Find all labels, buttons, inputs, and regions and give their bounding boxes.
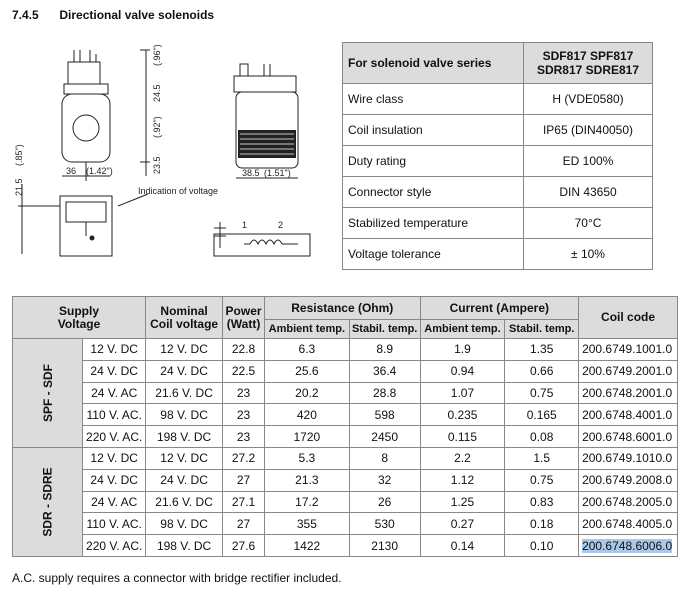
cell-supply: 24 V. AC [83,382,146,404]
cell-i-stab: 0.18 [505,513,579,535]
cell-i-stab: 0.75 [505,382,579,404]
cell-power: 27.2 [223,447,265,469]
dim-top-height: 24.5 [152,84,162,102]
cell-i-amb: 0.235 [420,404,505,426]
cell-code [579,535,678,557]
cell-i-stab: 1.35 [505,339,579,361]
cell-r-stab: 32 [349,469,420,491]
table-row [13,469,678,491]
spec-header-row [343,43,653,84]
header-coil-code: Coil code [579,297,678,339]
spec-table [342,42,653,270]
cell-nominal: 98 V. DC [146,513,223,535]
cell-nominal: 12 V. DC [146,447,223,469]
cell-r-amb: 1422 [264,535,349,557]
cell-i-stab: 1.5 [505,447,579,469]
spec-row [343,208,653,239]
pin-1-label: 1 [242,220,248,230]
cell-i-stab: 0.08 [505,426,579,448]
cell-i-amb: 0.14 [420,535,505,557]
group-label [13,447,83,556]
dim-width-in: (1.42") [86,166,113,176]
cell-i-stab: 0.165 [505,404,579,426]
spec-value: 70°C [524,208,653,239]
cell-code: 200.6749.2008.0 [579,469,678,491]
cell-power: 23 [223,382,265,404]
spec-label: Coil insulation [343,115,524,146]
header-nominal [146,297,223,339]
cell-code: 200.6749.1010.0 [579,447,678,469]
cell-r-stab: 28.8 [349,382,420,404]
cell-nominal: 24 V. DC [146,360,223,382]
cell-r-stab: 530 [349,513,420,535]
spec-label: Duty rating [343,146,524,177]
dim-side-height: 21.5 [14,178,24,196]
cell-i-stab: 0.83 [505,491,579,513]
cell-r-amb: 420 [264,404,349,426]
group-label-text: SPF - SDF [40,363,55,422]
header-current: Current (Ampere) [420,297,579,320]
header-resistance: Resistance (Ohm) [264,297,420,320]
cell-i-amb: 0.27 [420,513,505,535]
dim-top-height-in: (.96") [152,44,162,66]
cell-nominal: 21.6 V. DC [146,382,223,404]
header-res-stabil: Stabil. temp. [349,320,420,339]
spec-series-line2: SDR817 SDRE817 [536,63,640,77]
spec-label: Stabilized temperature [343,208,524,239]
cell-power: 27 [223,513,265,535]
indication-label: Indication of voltage [138,186,219,196]
dim-bottom-height-in: (.92") [152,116,162,138]
spec-value: H (VDE0580) [524,84,653,115]
cell-code: 200.6748.6001.0 [579,426,678,448]
spec-series-line1: SDF817 SPF817 [542,49,634,63]
cell-power: 22.8 [223,339,265,361]
cell-supply: 110 V. AC. [83,404,146,426]
spec-label: Connector style [343,177,524,208]
cell-r-amb: 6.3 [264,339,349,361]
spec-row [343,239,653,270]
cell-supply: 12 V. DC [83,339,146,361]
dim-depth: 38.5 [242,168,260,178]
cell-r-amb: 5.3 [264,447,349,469]
group-label-text: SDR - SDRE [40,467,55,537]
spec-value: ± 10% [524,239,653,270]
cell-nominal: 198 V. DC [146,426,223,448]
cell-nominal: 12 V. DC [146,339,223,361]
cell-supply: 220 V. AC. [83,535,146,557]
dim-side-height-in: (.85") [14,144,24,166]
cell-power: 27.6 [223,535,265,557]
cell-r-stab: 598 [349,404,420,426]
cell-nominal: 198 V. DC [146,535,223,557]
spec-value: DIN 43650 [524,177,653,208]
cell-supply: 24 V. DC [83,469,146,491]
cell-r-stab: 26 [349,491,420,513]
cell-power: 23 [223,404,265,426]
cell-nominal: 21.6 V. DC [146,491,223,513]
cell-power: 22.5 [223,360,265,382]
header-cur-stabil: Stabil. temp. [505,320,579,339]
cell-supply: 110 V. AC. [83,513,146,535]
header-nominal-line2: Coil voltage [150,316,219,331]
dim-width: 36 [66,166,77,176]
cell-i-stab: 0.66 [505,360,579,382]
header-supply-line1: Supply [59,303,100,318]
spec-header-value [524,43,653,84]
cell-code: 200.6749.2001.0 [579,360,678,382]
cell-r-amb: 21.3 [264,469,349,491]
cell-i-amb: 0.115 [420,426,505,448]
spec-value: IP65 (DIN40050) [524,115,653,146]
cell-code: 200.6748.2001.0 [579,382,678,404]
header-supply [13,297,146,339]
cell-supply: 220 V. AC. [83,426,146,448]
cell-supply: 24 V. DC [83,360,146,382]
cell-power: 23 [223,426,265,448]
dim-bottom-height: 23.5 [152,156,162,174]
table-row [13,360,678,382]
table-row [13,513,678,535]
cell-i-stab: 0.10 [505,535,579,557]
cell-nominal: 24 V. DC [146,469,223,491]
cell-code: 200.6749.1001.0 [579,339,678,361]
spec-label: Wire class [343,84,524,115]
table-row [13,426,678,448]
cell-i-amb: 2.2 [420,447,505,469]
cell-i-stab: 0.75 [505,469,579,491]
header-res-ambient: Ambient temp. [264,320,349,339]
spec-value: ED 100% [524,146,653,177]
cell-r-stab: 36.4 [349,360,420,382]
table-row [13,382,678,404]
cell-r-stab: 2130 [349,535,420,557]
cell-power: 27.1 [223,491,265,513]
table-row [13,447,678,469]
cell-r-amb: 20.2 [264,382,349,404]
cell-power: 27 [223,469,265,491]
spec-row [343,84,653,115]
spec-header-label: For solenoid valve series [343,43,524,84]
selected-code-text: 200.6748.6006.0 [582,538,673,553]
cell-r-amb: 1720 [264,426,349,448]
header-power-line2: (Watt) [226,316,261,331]
section-number: 7.4.5 [12,8,39,22]
cell-i-amb: 1.07 [420,382,505,404]
cell-r-stab: 8.9 [349,339,420,361]
header-supply-line2: Voltage [57,316,101,331]
spec-label: Voltage tolerance [343,239,524,270]
cell-code: 200.6748.2005.0 [579,491,678,513]
section-heading [12,8,214,22]
cell-r-amb: 355 [264,513,349,535]
cell-i-amb: 0.94 [420,360,505,382]
table-row [13,491,678,513]
cell-r-stab: 8 [349,447,420,469]
section-title: Directional valve solenoids [59,8,215,22]
cell-code: 200.6748.4001.0 [579,404,678,426]
header-nominal-line1: Nominal [160,303,208,318]
header-power-line1: Power [225,303,262,318]
footnote: A.C. supply requires a connector with bridge rectifier included. [12,571,342,585]
cell-code: 200.6748.4005.0 [579,513,678,535]
cell-i-amb: 1.25 [420,491,505,513]
cell-r-amb: 25.6 [264,360,349,382]
coil-data-table [12,296,678,557]
cell-r-stab: 2450 [349,426,420,448]
spec-row [343,115,653,146]
pin-2-label: 2 [278,220,284,230]
header-power [223,297,265,339]
cell-supply: 12 V. DC [83,447,146,469]
table-row [13,535,678,557]
cell-r-amb: 17.2 [264,491,349,513]
group-label [13,339,83,448]
spec-row [343,146,653,177]
cell-i-amb: 1.9 [420,339,505,361]
dim-depth-in: (1.51") [264,168,291,178]
table-row [13,339,678,361]
table-row [13,404,678,426]
header-cur-ambient: Ambient temp. [420,320,505,339]
cell-i-amb: 1.12 [420,469,505,491]
solenoid-technical-drawing [8,36,338,276]
spec-row [343,177,653,208]
cell-nominal: 98 V. DC [146,404,223,426]
cell-supply: 24 V. AC [83,491,146,513]
